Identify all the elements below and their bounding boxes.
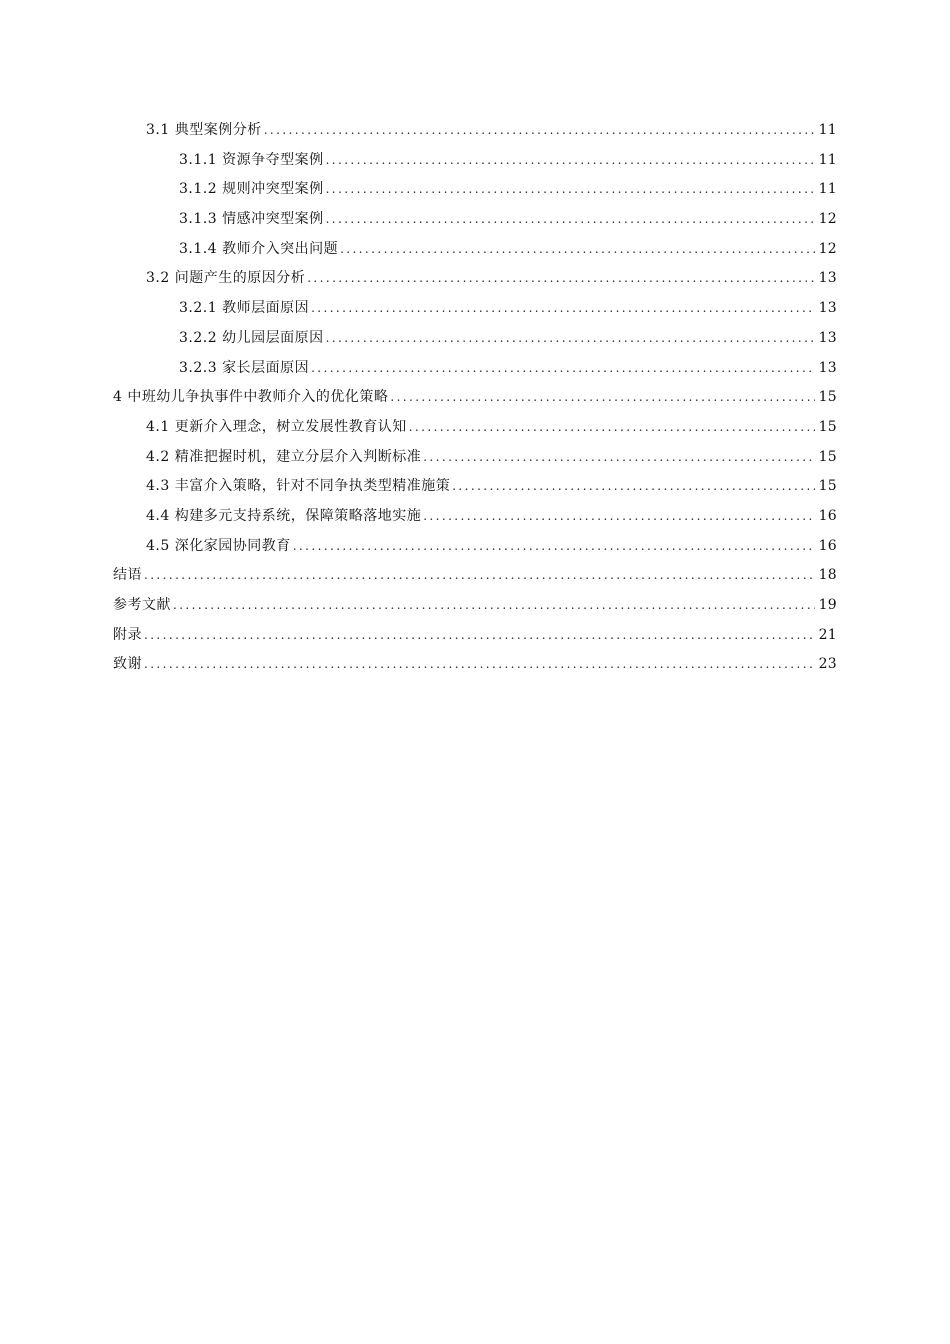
toc-entry-page: 12 <box>818 240 837 257</box>
toc-entry-page: 13 <box>818 329 837 346</box>
toc-entry-title: 4.2 精准把握时机，建立分层介入判断标准 <box>146 448 422 465</box>
toc-entry-page: 15 <box>818 418 837 435</box>
toc-entry-references[interactable] <box>0 591 950 621</box>
toc-dot-leader <box>340 235 815 265</box>
toc-entry-4-2[interactable] <box>0 443 950 473</box>
toc-entry-3-2-1[interactable] <box>0 294 950 324</box>
toc-entry-page: 21 <box>818 626 837 643</box>
toc-entry-appendix[interactable] <box>0 621 950 651</box>
toc-entry-title: 4.1 更新介入理念，树立发展性教育认知 <box>146 418 407 435</box>
toc-dot-leader <box>264 116 815 146</box>
table-of-contents <box>0 116 950 680</box>
toc-entry-4-1[interactable] <box>0 413 950 443</box>
toc-dot-leader <box>293 532 815 562</box>
toc-entry-page: 15 <box>818 389 837 406</box>
toc-entry-title: 3.2.2 幼儿园层面原因 <box>179 329 324 346</box>
toc-entry-page: 11 <box>818 122 837 138</box>
toc-entry-page: 13 <box>818 359 837 376</box>
toc-dot-leader <box>144 561 815 591</box>
toc-entry-page: 16 <box>818 507 837 524</box>
toc-entry-3-1-3[interactable] <box>0 205 950 235</box>
toc-entry-3-2[interactable] <box>0 264 950 294</box>
toc-dot-leader <box>173 591 815 621</box>
toc-entry-title: 参考文献 <box>113 597 171 613</box>
toc-dot-leader <box>326 175 815 205</box>
toc-entry-title: 4.3 丰富介入策略，针对不同争执类型精准施策 <box>146 478 451 495</box>
toc-entry-title: 4 中班幼儿争执事件中教师介入的优化策略 <box>113 389 389 406</box>
toc-entry-4[interactable] <box>0 383 950 413</box>
toc-entry-page: 19 <box>818 597 837 613</box>
toc-entry-title: 3.2 问题产生的原因分析 <box>146 270 306 287</box>
toc-dot-leader <box>409 413 815 443</box>
toc-dot-leader <box>326 146 815 176</box>
toc-entry-3-1-1[interactable] <box>0 146 950 176</box>
toc-entry-title: 致谢 <box>113 656 142 673</box>
toc-entry-page: 18 <box>818 567 837 584</box>
toc-entry-page: 11 <box>818 151 837 168</box>
toc-entry-4-3[interactable] <box>0 472 950 502</box>
toc-dot-leader <box>452 472 815 502</box>
toc-entry-title: 3.1.4 教师介入突出问题 <box>179 240 339 257</box>
toc-entry-page: 11 <box>818 181 837 198</box>
toc-entry-page: 23 <box>818 656 837 673</box>
toc-entry-title: 3.1 典型案例分析 <box>146 122 262 138</box>
toc-dot-leader <box>423 502 815 532</box>
toc-entry-title: 3.2.3 家长层面原因 <box>179 359 310 376</box>
toc-entry-conclusion[interactable] <box>0 561 950 591</box>
toc-entry-3-2-3[interactable] <box>0 354 950 384</box>
toc-entry-title: 3.1.3 情感冲突型案例 <box>179 211 324 228</box>
toc-dot-leader <box>307 264 815 294</box>
toc-entry-title: 3.1.2 规则冲突型案例 <box>179 181 324 198</box>
toc-entry-title: 3.1.1 资源争夺型案例 <box>179 151 324 168</box>
toc-entry-title: 附录 <box>113 626 142 643</box>
toc-entry-acknowledgements[interactable] <box>0 650 950 680</box>
toc-entry-page: 15 <box>818 448 837 465</box>
toc-dot-leader <box>311 294 815 324</box>
toc-dot-leader <box>390 383 815 413</box>
toc-entry-title: 3.2.1 教师层面原因 <box>179 300 310 317</box>
toc-entry-4-5[interactable] <box>0 532 950 562</box>
toc-entry-page: 15 <box>818 478 837 495</box>
toc-entry-page: 13 <box>818 300 837 317</box>
toc-dot-leader <box>144 650 815 680</box>
toc-entry-title: 4.4 构建多元支持系统，保障策略落地实施 <box>146 507 422 524</box>
toc-entry-3-1-4[interactable] <box>0 235 950 265</box>
toc-dot-leader <box>144 621 815 651</box>
toc-entry-page: 12 <box>818 211 837 228</box>
toc-entry-3-2-2[interactable] <box>0 324 950 354</box>
toc-entry-3-1-2[interactable] <box>0 175 950 205</box>
toc-entry-page: 13 <box>818 270 837 287</box>
toc-entry-3-1[interactable] <box>0 116 950 146</box>
toc-dot-leader <box>423 443 815 473</box>
toc-entry-4-4[interactable] <box>0 502 950 532</box>
toc-entry-page: 16 <box>818 537 837 554</box>
toc-entry-title: 4.5 深化家园协同教育 <box>146 537 291 554</box>
toc-dot-leader <box>311 354 815 384</box>
toc-dot-leader <box>326 324 815 354</box>
toc-dot-leader <box>326 205 815 235</box>
toc-entry-title: 结语 <box>113 567 142 584</box>
